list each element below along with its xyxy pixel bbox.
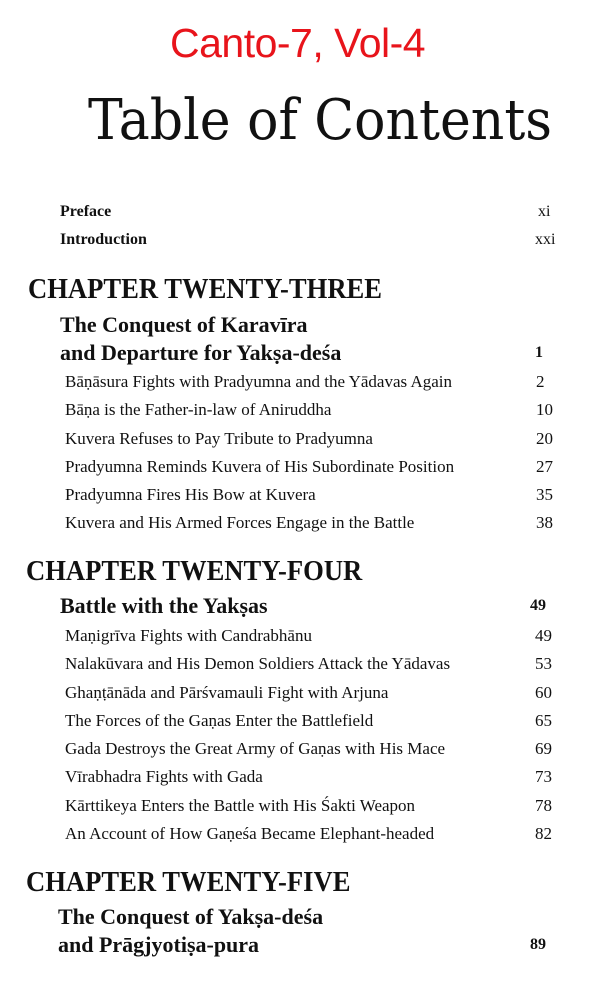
chapter-subtitle: and Departure for Yakṣa-deśa [60, 340, 342, 365]
toc-entry-page: 35 [536, 485, 553, 504]
canto-volume-label: Canto-7, Vol-4 [170, 20, 426, 66]
chapter-subtitle: Battle with the Yakṣas [60, 593, 268, 618]
toc-entry-label: Maṇigrīva Fights with Candrabhānu [65, 626, 312, 645]
toc-entry-label: Bāṇāsura Fights with Pradyumna and the Yādavas Again [65, 372, 452, 391]
chapter-page: 89 [530, 936, 546, 953]
toc-entry-label: Gada Destroys the Great Army of Gaṇas with His Mace [65, 739, 446, 758]
toc-entry-page: xxi [535, 231, 556, 248]
toc-entry-label: Introduction [60, 231, 147, 248]
toc-entry-label: An Account of How Gaṇeśa Became Elephant-headed [65, 824, 435, 843]
toc-entry-page: 20 [536, 429, 553, 448]
chapter-subtitle: The Conquest of Yakṣa-deśa [58, 904, 324, 929]
toc-entry-page: xi [538, 203, 551, 220]
chapter-heading: CHAPTER TWENTY-THREE [28, 274, 383, 305]
chapter-page: 1 [535, 344, 543, 361]
toc-entry-page: 27 [536, 457, 553, 476]
chapter-page: 49 [530, 597, 546, 614]
toc-entry-page: 82 [535, 824, 552, 843]
toc-entry-page: 65 [535, 711, 552, 730]
toc-entry-label: Pradyumna Fires His Bow at Kuvera [65, 485, 316, 504]
toc-entry-page: 73 [535, 767, 552, 786]
toc-entry-label: Kārttikeya Enters the Battle with His Śakti Weapon [65, 796, 416, 815]
toc-entry-page: 60 [535, 683, 552, 702]
toc-entry-label: Bāṇa is the Father-in-law of Aniruddha [65, 400, 332, 419]
toc-entry-page: 2 [536, 372, 545, 391]
toc-entry-page: 69 [535, 739, 552, 758]
toc-entry-label: Nalakūvara and His Demon Soldiers Attack the Yādavas [65, 654, 451, 673]
chapter-heading: CHAPTER TWENTY-FOUR [26, 556, 363, 587]
toc-entry-label: Kuvera and His Armed Forces Engage in the Battle [65, 513, 415, 532]
toc-entry-page: 78 [535, 796, 552, 815]
page-title: Table of Contents [88, 88, 552, 153]
toc-entry-label: Preface [60, 203, 112, 220]
chapter-heading: CHAPTER TWENTY-FIVE [26, 867, 351, 898]
toc-entry-label: The Forces of the Gaṇas Enter the Battlefield [65, 711, 374, 730]
toc-entry-page: 10 [536, 400, 553, 419]
toc-entry-label: Ghaṇṭānāda and Pārśvamauli Fight with Arjuna [65, 683, 389, 702]
toc-entry-label: Pradyumna Reminds Kuvera of His Subordinate Position [65, 457, 455, 476]
toc-entry-label: Kuvera Refuses to Pay Tribute to Pradyumna [65, 429, 373, 448]
toc-entry-label: Vīrabhadra Fights with Gada [65, 767, 263, 786]
toc-entry-page: 53 [535, 654, 552, 673]
toc-entry-page: 49 [535, 626, 552, 645]
toc-entry-page: 38 [536, 513, 553, 532]
chapter-subtitle: and Prāgjyotiṣa-pura [58, 932, 260, 957]
chapter-subtitle: The Conquest of Karavīra [60, 312, 308, 337]
